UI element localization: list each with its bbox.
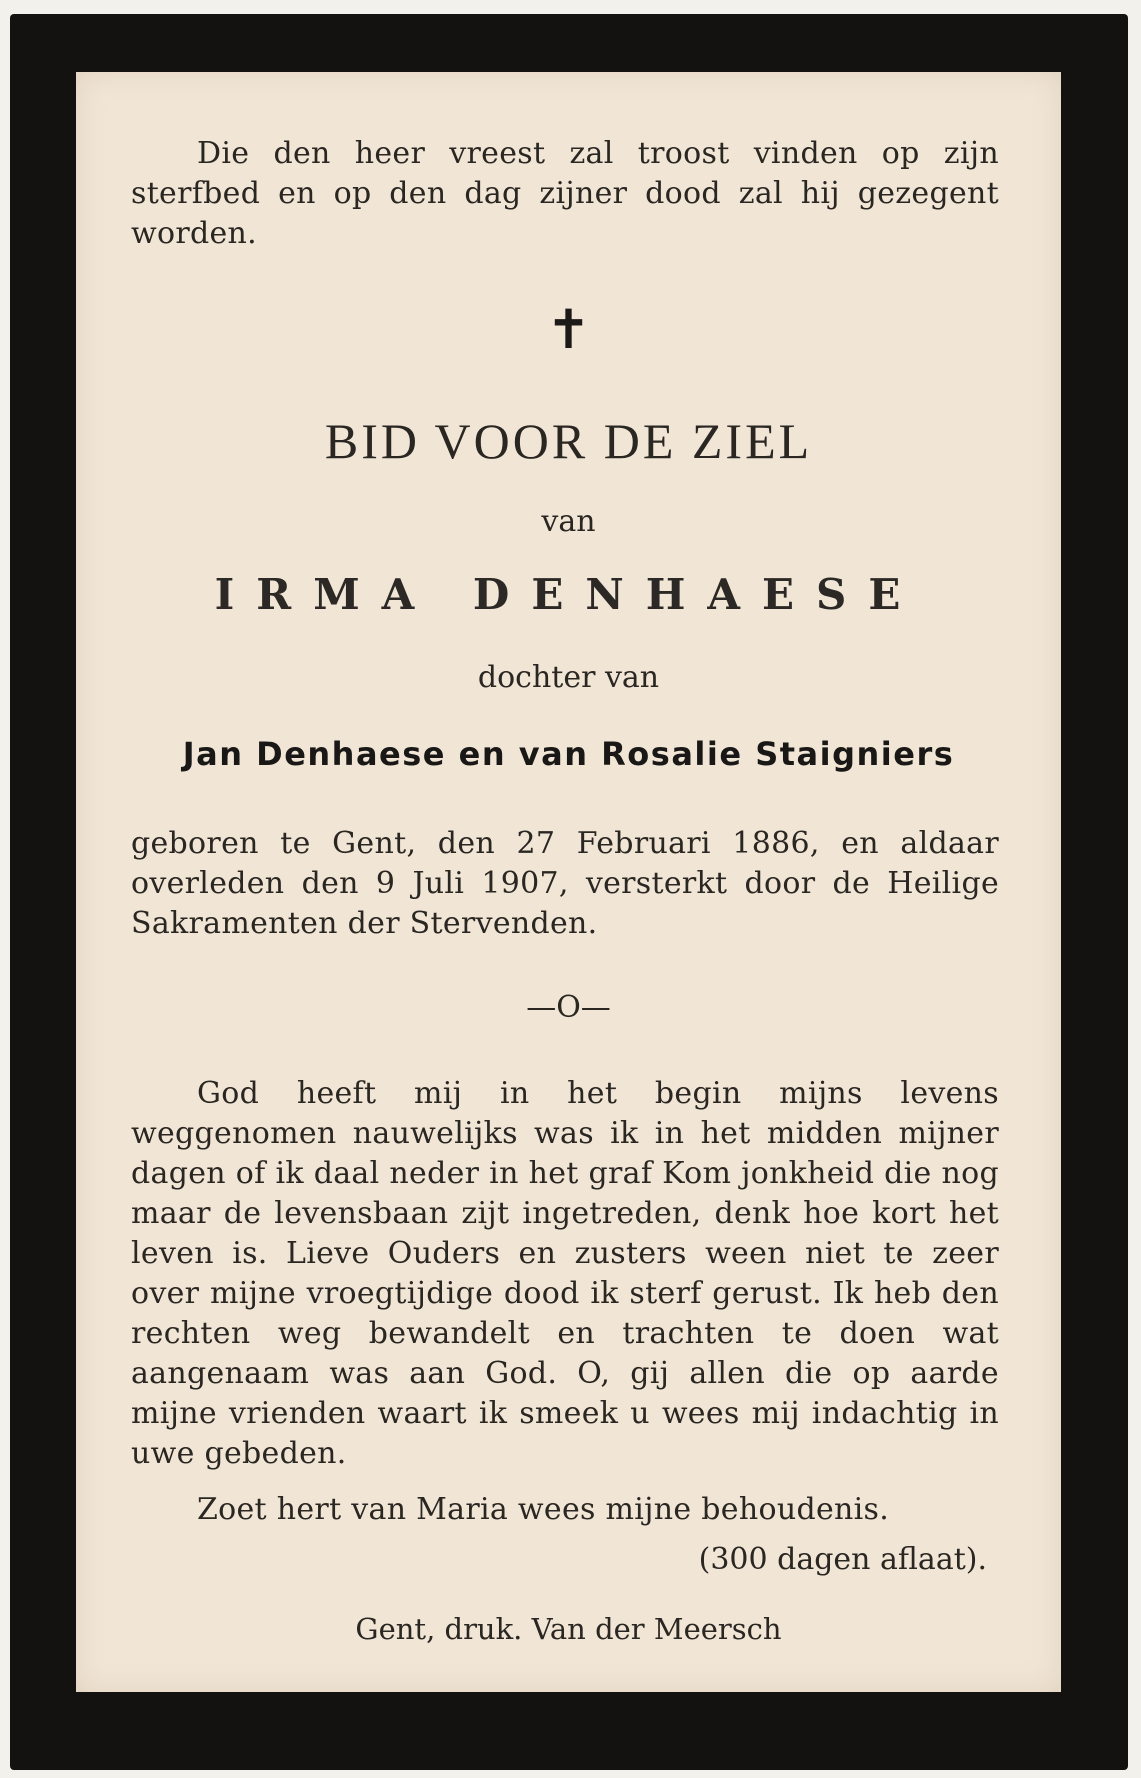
cross-icon: ✝ [545, 298, 592, 361]
indulgence-note: (300 dagen aflaat). [698, 1542, 987, 1577]
prayer-text: God heeft mij in het begin mijns levens weggenomen nauwelijks was ik in het midden mijner dagen of ik daal neder in het graf Kom jonkheid die nog maar de levensbaan zijt ingetreden, denk hoe kort het leven is. Lieve Ouders en zusters ween niet te zeer over mijne vroegtijdige dood ik sterf gerust. Ik heb den rechten weg bewandelt en trachten te doen wat aangenaam was aan God. O, gij allen die op aarde mijne vrienden waart ik smeek u wees mij indachtig in uwe gebeden. [131, 1076, 999, 1471]
divider: —O— [526, 990, 611, 1025]
daughter-of-label: dochter van [477, 660, 660, 695]
printer-credit: Gent, druk. Van der Meersch [355, 1612, 782, 1646]
parents-names: Jan Denhaese en van Rosalie Staigniers [182, 735, 955, 773]
prayer-heading: BID VOOR DE ZIEL [324, 413, 813, 469]
deceased-name: IRMA DENHAESE [214, 570, 923, 619]
memorial-card [76, 72, 1061, 1692]
opening-verse: Die den heer vreest zal troost vinden op zijn sterfbed en op den dag zijner dood zal hij gezegent worden. [131, 136, 999, 251]
invocation: Zoet hert van Maria wees mijne behoudenis. [197, 1492, 890, 1527]
van-label: van [541, 504, 596, 539]
birth-death-text: geboren te Gent, den 27 Februari 1886, en aldaar overleden den 9 Juli 1907, versterkt door de Heilige Sakramenten der Stervenden. [131, 826, 999, 941]
